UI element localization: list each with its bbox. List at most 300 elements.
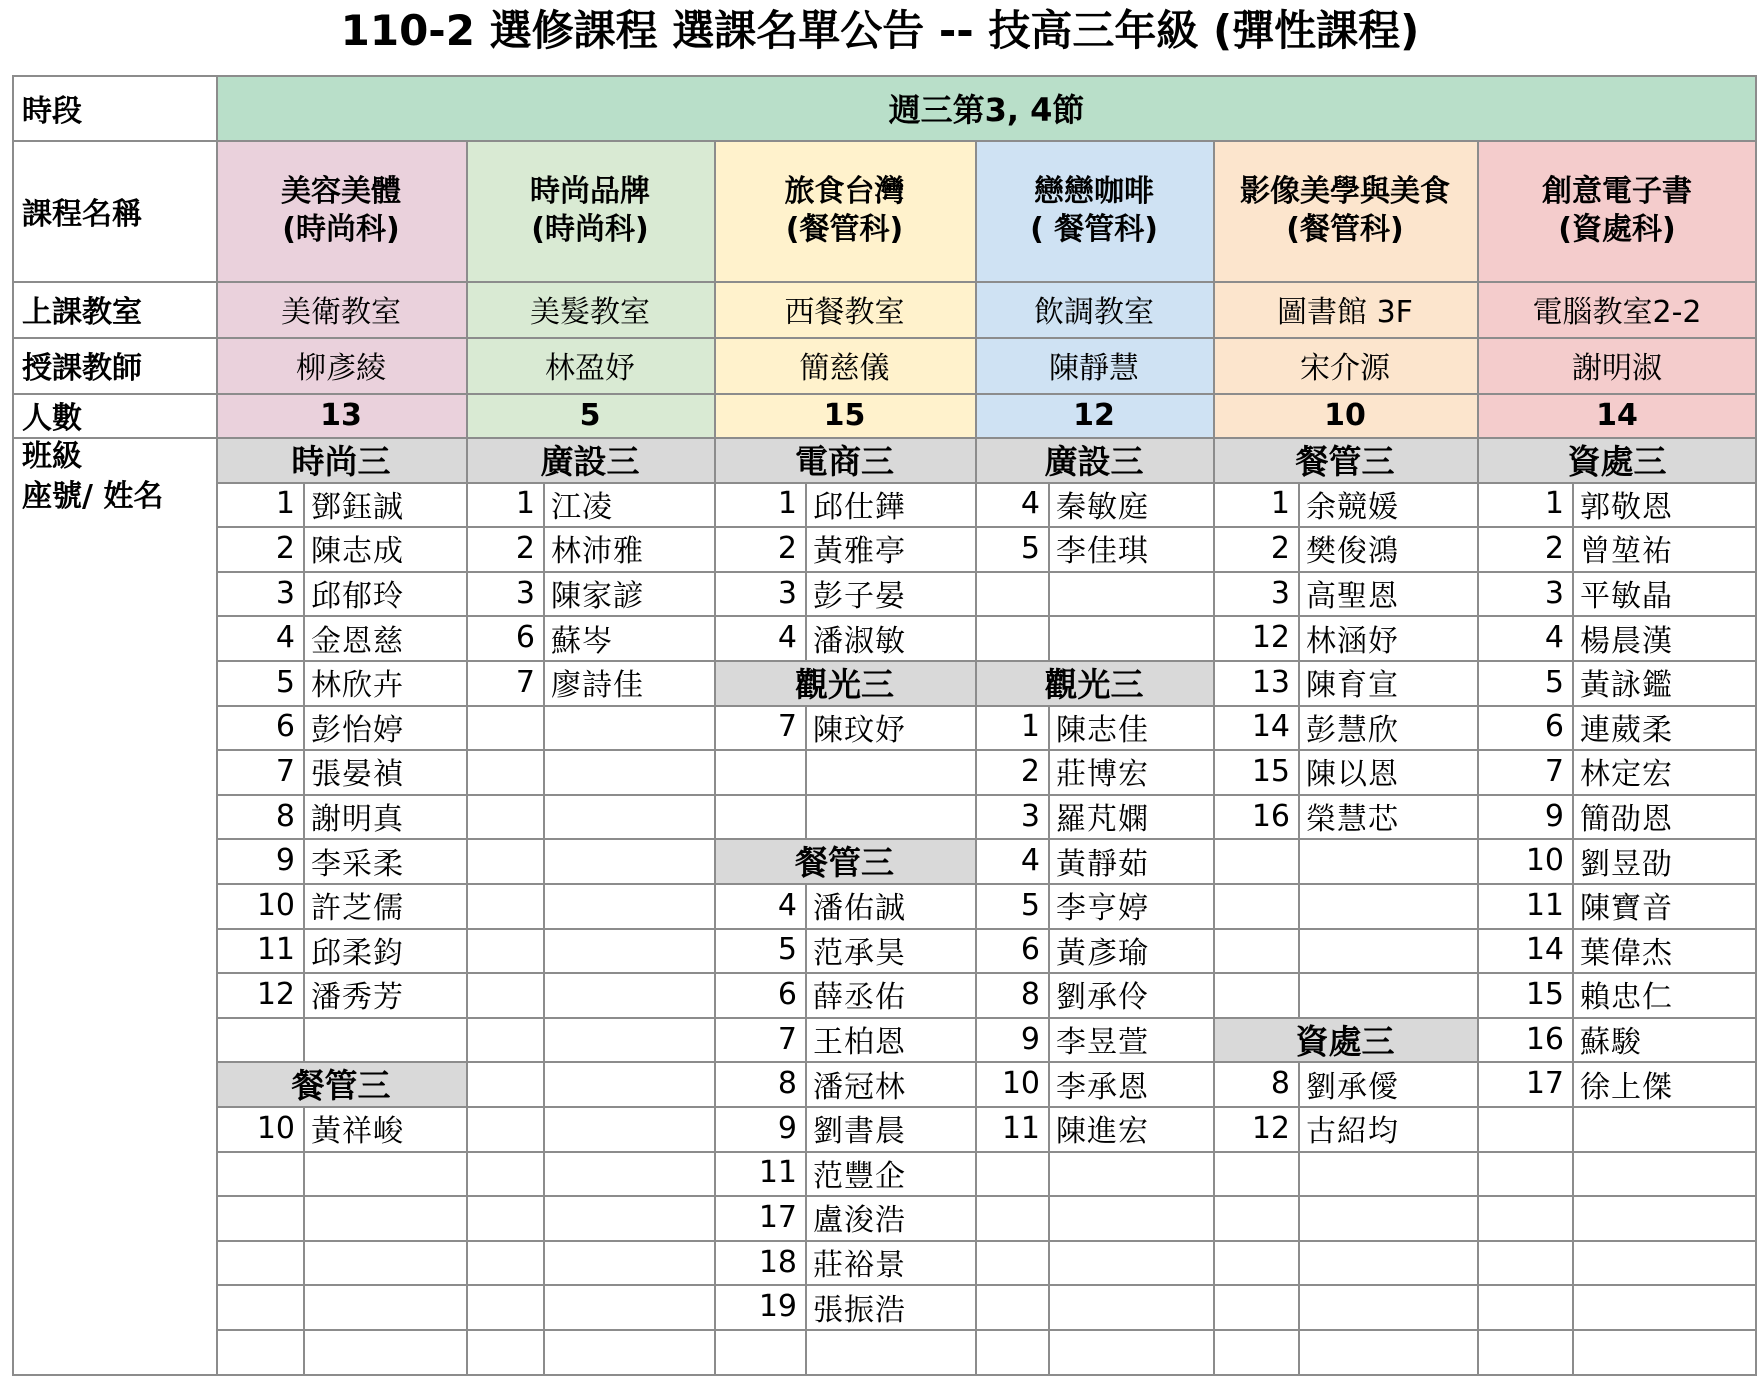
grid-line <box>303 1240 305 1285</box>
student-name: 陳志佳 <box>1056 712 1149 748</box>
grid-line <box>805 526 807 571</box>
student-name: 莊裕景 <box>813 1248 906 1284</box>
student-name: 潘淑敏 <box>813 623 906 659</box>
grid-line <box>12 337 1757 339</box>
student-name: 許芝儒 <box>311 891 404 927</box>
seat-number: 1 <box>1020 709 1040 745</box>
course-name: 影像美學與美食 <box>1240 173 1450 209</box>
course-teacher: 謝明淑 <box>1477 337 1757 393</box>
grid-line <box>303 794 305 839</box>
seat-number: 5 <box>275 664 295 700</box>
grid-line <box>805 794 807 839</box>
student-name: 黃雅亭 <box>813 534 906 570</box>
seat-number: 3 <box>1020 798 1040 834</box>
course-classroom: 圖書館 3F <box>1213 281 1477 337</box>
student-name: 樊俊鴻 <box>1306 534 1399 570</box>
grid-line <box>1298 1240 1300 1285</box>
grid-line <box>1572 1061 1574 1106</box>
student-name: 林定宏 <box>1580 757 1673 793</box>
class-group-header: 觀光三 <box>714 660 975 705</box>
grid-line <box>466 140 468 1376</box>
grid-line <box>543 1061 545 1106</box>
student-name: 徐上傑 <box>1580 1069 1673 1105</box>
seat-number: 5 <box>1020 887 1040 923</box>
grid-line <box>1572 571 1574 616</box>
grid-line <box>303 838 305 883</box>
seat-number: 2 <box>1270 530 1290 566</box>
class-group-header: 資處三 <box>1477 437 1757 482</box>
student-name: 高聖恩 <box>1306 579 1399 615</box>
seat-number: 7 <box>777 709 797 745</box>
seat-number: 7 <box>515 664 535 700</box>
course-student-count: 14 <box>1477 393 1757 437</box>
seat-number: 15 <box>1525 976 1564 1012</box>
class-group-header: 時尚三 <box>216 437 466 482</box>
course-student-count: 5 <box>466 393 714 437</box>
grid-line <box>303 1106 305 1151</box>
seat-number: 11 <box>758 1155 797 1191</box>
grid-line <box>1298 749 1300 794</box>
student-name: 劉書晨 <box>813 1114 906 1150</box>
seat-number: 9 <box>275 843 295 879</box>
grid-line <box>216 794 1757 796</box>
course-department: ( 餐管科) <box>1030 211 1158 247</box>
seat-number: 2 <box>1020 753 1040 789</box>
grid-line <box>216 883 1757 885</box>
student-name: 劉承伶 <box>1056 980 1149 1016</box>
grid-line <box>303 883 305 928</box>
student-name: 賴忠仁 <box>1580 980 1673 1016</box>
course-classroom: 飲調教室 <box>975 281 1213 337</box>
grid-line <box>805 1329 807 1374</box>
grid-line <box>303 615 305 660</box>
student-name: 黃彥瑜 <box>1056 935 1149 971</box>
grid-line <box>805 1195 807 1240</box>
student-name: 葉偉杰 <box>1580 935 1673 971</box>
student-name: 彭慧欣 <box>1306 712 1399 748</box>
grid-line <box>1572 615 1574 660</box>
grid-line <box>1298 482 1300 527</box>
student-name: 劉承僾 <box>1306 1069 1399 1105</box>
seat-number: 14 <box>1251 709 1290 745</box>
grid-line <box>805 705 807 750</box>
student-name: 林欣卉 <box>311 668 404 704</box>
seat-number: 1 <box>777 486 797 522</box>
course-classroom: 美髮教室 <box>466 281 714 337</box>
seat-number: 2 <box>515 530 535 566</box>
student-name: 金恩慈 <box>311 623 404 659</box>
grid-line <box>805 482 807 527</box>
student-name: 黃詠鑑 <box>1580 668 1673 704</box>
grid-line <box>216 1151 1757 1153</box>
course-classroom: 電腦教室2-2 <box>1477 281 1757 337</box>
seat-number: 19 <box>758 1289 797 1325</box>
student-name: 彭怡婷 <box>311 712 404 748</box>
grid-line <box>1048 705 1050 750</box>
seat-number: 17 <box>1525 1066 1564 1102</box>
grid-line <box>1048 615 1050 660</box>
grid-line <box>1298 615 1300 660</box>
course-teacher: 簡慈儀 <box>714 337 975 393</box>
grid-line <box>1048 1017 1050 1062</box>
seat-number: 7 <box>777 1021 797 1057</box>
seat-number: 17 <box>758 1199 797 1235</box>
grid-line <box>1298 571 1300 616</box>
grid-line <box>1572 928 1574 973</box>
course-department: (餐管科) <box>1286 211 1404 247</box>
grid-line <box>1048 1061 1050 1106</box>
grid-line <box>805 1284 807 1329</box>
student-name: 劉昱劭 <box>1580 846 1673 882</box>
grid-line <box>543 1106 545 1151</box>
student-name: 李亨婷 <box>1056 891 1149 927</box>
seat-number: 2 <box>1544 530 1564 566</box>
grid-line <box>543 660 545 705</box>
grid-line <box>1572 972 1574 1017</box>
grid-line <box>1298 1106 1300 1151</box>
grid-line <box>216 928 1757 930</box>
grid-line <box>543 928 545 973</box>
class-group-header: 廣設三 <box>975 437 1213 482</box>
student-name: 郭敬恩 <box>1580 489 1673 525</box>
student-name: 邱柔鈞 <box>311 935 404 971</box>
seat-number: 4 <box>1020 486 1040 522</box>
student-name: 簡劭恩 <box>1580 802 1673 838</box>
seat-number: 8 <box>1270 1066 1290 1102</box>
class-group-header: 電商三 <box>714 437 975 482</box>
course-name-cell <box>714 140 975 281</box>
grid-line <box>543 526 545 571</box>
grid-line <box>543 883 545 928</box>
course-student-count: 13 <box>216 393 466 437</box>
student-name: 廖詩佳 <box>551 668 644 704</box>
grid-line <box>543 1240 545 1285</box>
student-name: 陳進宏 <box>1056 1114 1149 1150</box>
course-classroom: 西餐教室 <box>714 281 975 337</box>
grid-line <box>303 1017 305 1062</box>
seat-number: 6 <box>1544 709 1564 745</box>
grid-line <box>1048 1106 1050 1151</box>
seat-number: 4 <box>275 620 295 656</box>
label-period: 時段 <box>22 93 82 129</box>
grid-line <box>805 1061 807 1106</box>
seat-number: 4 <box>1020 843 1040 879</box>
seat-number: 3 <box>275 575 295 611</box>
seat-number: 12 <box>1251 620 1290 656</box>
page-title: 110-2 選修課程 選課名單公告 -- 技高三年級 (彈性課程) <box>340 6 1420 55</box>
grid-line <box>1048 1195 1050 1240</box>
student-name: 陳志成 <box>311 534 404 570</box>
grid-line <box>216 1329 1757 1331</box>
student-name: 李昱萱 <box>1056 1025 1149 1061</box>
seat-number: 5 <box>1020 530 1040 566</box>
student-name: 黃靜茹 <box>1056 846 1149 882</box>
grid-line <box>303 660 305 705</box>
course-department: (餐管科) <box>785 211 904 247</box>
grid-line <box>1298 794 1300 839</box>
grid-line <box>303 705 305 750</box>
seat-number: 9 <box>1020 1021 1040 1057</box>
grid-line <box>12 437 1757 439</box>
course-name: 旅食台灣 <box>784 173 905 209</box>
grid-line <box>303 928 305 973</box>
grid-line <box>303 571 305 616</box>
grid-line <box>1298 1151 1300 1196</box>
student-name: 平敏晶 <box>1580 579 1673 615</box>
grid-line <box>1755 75 1757 1376</box>
period-value: 週三第3, 4節 <box>216 75 1757 140</box>
grid-line <box>543 794 545 839</box>
grid-line <box>216 1061 1757 1063</box>
student-name: 連葳柔 <box>1580 712 1673 748</box>
grid-line <box>805 928 807 973</box>
seat-number: 6 <box>515 620 535 656</box>
grid-line <box>1572 794 1574 839</box>
student-name: 潘佑誠 <box>813 891 906 927</box>
student-name: 林涵妤 <box>1306 623 1399 659</box>
student-name: 李承恩 <box>1056 1069 1149 1105</box>
grid-line <box>216 838 1757 840</box>
grid-line <box>1298 883 1300 928</box>
grid-line <box>303 749 305 794</box>
grid-line <box>303 526 305 571</box>
grid-line <box>1298 1284 1300 1329</box>
student-name: 李采柔 <box>311 846 404 882</box>
course-teacher: 陳靜慧 <box>975 337 1213 393</box>
grid-line <box>1298 705 1300 750</box>
grid-line <box>303 1284 305 1329</box>
seat-number: 18 <box>758 1244 797 1280</box>
seat-number: 5 <box>777 932 797 968</box>
grid-line <box>1572 838 1574 883</box>
grid-line <box>1572 660 1574 705</box>
grid-line <box>1298 1329 1300 1374</box>
course-department: (資處科) <box>1558 211 1676 247</box>
student-name: 莊博宏 <box>1056 757 1149 793</box>
grid-line <box>1048 883 1050 928</box>
grid-line <box>714 140 716 1376</box>
seat-number: 7 <box>1544 753 1564 789</box>
grid-line <box>805 1017 807 1062</box>
grid-line <box>1572 1195 1574 1240</box>
class-group-header: 觀光三 <box>975 660 1213 705</box>
seat-number: 8 <box>777 1066 797 1102</box>
grid-line <box>1572 705 1574 750</box>
grid-line <box>1572 1151 1574 1196</box>
grid-line <box>216 1017 1757 1019</box>
course-name: 美容美體 <box>281 173 401 209</box>
grid-line <box>216 615 1757 617</box>
student-name: 陳育宣 <box>1306 668 1399 704</box>
label-students <box>12 437 216 1376</box>
seat-number: 3 <box>1544 575 1564 611</box>
grid-line <box>805 972 807 1017</box>
seat-number: 12 <box>256 976 295 1012</box>
label-teacher: 授課教師 <box>22 351 142 386</box>
course-name-cell <box>1213 140 1477 281</box>
grid-line <box>1572 482 1574 527</box>
grid-line <box>1048 526 1050 571</box>
label-students-seat-name: 座號/ 姓名 <box>22 479 164 514</box>
course-department: (時尚科) <box>282 211 400 247</box>
grid-line <box>12 281 1757 283</box>
grid-line <box>805 615 807 660</box>
grid-line <box>543 972 545 1017</box>
label-classroom: 上課教室 <box>22 295 142 330</box>
course-name: 戀戀咖啡 <box>1034 173 1154 209</box>
seat-number: 15 <box>1251 753 1290 789</box>
grid-line <box>216 1284 1757 1286</box>
seat-number: 10 <box>1001 1066 1040 1102</box>
grid-line <box>543 571 545 616</box>
student-name: 曾堃祐 <box>1580 534 1673 570</box>
student-name: 古紹均 <box>1306 1114 1399 1150</box>
grid-line <box>1572 526 1574 571</box>
seat-number: 16 <box>1525 1021 1564 1057</box>
grid-line <box>805 883 807 928</box>
student-name: 余競媛 <box>1306 489 1399 525</box>
grid-line <box>1572 749 1574 794</box>
student-name: 謝明真 <box>311 802 404 838</box>
grid-line <box>1048 1240 1050 1285</box>
seat-number: 4 <box>777 887 797 923</box>
grid-line <box>543 1017 545 1062</box>
grid-line <box>1048 482 1050 527</box>
student-name: 邱仕鏵 <box>813 489 906 525</box>
seat-number: 4 <box>777 620 797 656</box>
seat-number: 2 <box>275 530 295 566</box>
grid-line <box>1572 883 1574 928</box>
student-name: 陳玟妤 <box>813 712 906 748</box>
grid-line <box>1298 928 1300 973</box>
seat-number: 9 <box>1544 798 1564 834</box>
seat-number: 10 <box>1525 843 1564 879</box>
grid-line <box>543 1195 545 1240</box>
seat-number: 10 <box>256 1110 295 1146</box>
student-name: 陳家諺 <box>551 579 644 615</box>
grid-line <box>216 526 1757 528</box>
grid-line <box>216 660 1757 662</box>
seat-number: 1 <box>275 486 295 522</box>
student-name: 范豐企 <box>813 1158 906 1194</box>
grid-line <box>216 705 1757 707</box>
course-teacher: 柳彥綾 <box>216 337 466 393</box>
seat-number: 14 <box>1525 932 1564 968</box>
grid-line <box>1298 1195 1300 1240</box>
seat-number: 16 <box>1251 798 1290 834</box>
student-name: 陳寶音 <box>1580 891 1673 927</box>
seat-number: 12 <box>1251 1110 1290 1146</box>
grid-line <box>543 482 545 527</box>
seat-number: 1 <box>1270 486 1290 522</box>
grid-line <box>1048 749 1050 794</box>
grid-line <box>543 1151 545 1196</box>
grid-line <box>543 1284 545 1329</box>
grid-line <box>1048 838 1050 883</box>
student-name: 張晏禎 <box>311 757 404 793</box>
grid-line <box>805 1151 807 1196</box>
student-name: 陳以恩 <box>1306 757 1399 793</box>
seat-number: 10 <box>256 887 295 923</box>
grid-line <box>216 749 1757 751</box>
grid-line <box>543 749 545 794</box>
seat-number: 8 <box>275 798 295 834</box>
class-group-header: 餐管三 <box>216 1061 466 1106</box>
seat-number: 3 <box>1270 575 1290 611</box>
grid-line <box>1048 794 1050 839</box>
student-name: 潘冠林 <box>813 1069 906 1105</box>
grid-line <box>216 75 218 1376</box>
seat-number: 4 <box>1544 620 1564 656</box>
grid-line <box>216 1195 1757 1197</box>
grid-line <box>1572 1240 1574 1285</box>
grid-line <box>805 571 807 616</box>
course-name: 創意電子書 <box>1542 173 1692 209</box>
course-name: 時尚品牌 <box>530 173 650 209</box>
grid-line <box>975 140 977 1376</box>
grid-line <box>1572 1284 1574 1329</box>
student-name: 李佳琪 <box>1056 534 1149 570</box>
label-count: 人數 <box>22 401 82 436</box>
student-name: 林沛雅 <box>551 534 644 570</box>
grid-line <box>1048 1151 1050 1196</box>
seat-number: 3 <box>515 575 535 611</box>
grid-line <box>1298 838 1300 883</box>
class-group-header: 廣設三 <box>466 437 714 482</box>
grid-line <box>12 75 1757 77</box>
student-name: 秦敏庭 <box>1056 489 1149 525</box>
class-group-header: 餐管三 <box>1213 437 1477 482</box>
grid-line <box>1572 1017 1574 1062</box>
course-name-cell <box>216 140 466 281</box>
grid-line <box>216 571 1757 573</box>
seat-number: 9 <box>777 1110 797 1146</box>
student-name: 盧浚浩 <box>813 1203 906 1239</box>
grid-line <box>303 482 305 527</box>
student-name: 蘇岑 <box>551 623 613 659</box>
grid-line <box>543 615 545 660</box>
student-name: 鄧鈺誠 <box>311 489 404 525</box>
grid-line <box>1298 972 1300 1017</box>
seat-number: 11 <box>1525 887 1564 923</box>
seat-number: 2 <box>777 530 797 566</box>
student-name: 薛丞佑 <box>813 980 906 1016</box>
grid-line <box>303 1151 305 1196</box>
grid-line <box>1298 660 1300 705</box>
student-name: 江凌 <box>551 489 613 525</box>
seat-number: 1 <box>515 486 535 522</box>
seat-number: 6 <box>1020 932 1040 968</box>
grid-line <box>543 838 545 883</box>
grid-line <box>1048 1284 1050 1329</box>
student-name: 王柏恩 <box>813 1025 906 1061</box>
grid-line <box>1572 1329 1574 1374</box>
grid-line <box>1298 1061 1300 1106</box>
seat-number: 7 <box>275 753 295 789</box>
grid-line <box>303 972 305 1017</box>
student-name: 蘇駿 <box>1580 1025 1642 1061</box>
grid-line <box>805 749 807 794</box>
grid-line <box>216 482 1757 484</box>
label-students-class: 班級 <box>22 439 82 474</box>
grid-line <box>1048 1329 1050 1374</box>
grid-line <box>543 1329 545 1374</box>
seat-number: 8 <box>1020 976 1040 1012</box>
seat-number: 11 <box>256 932 295 968</box>
student-name: 羅芃嫻 <box>1056 802 1149 838</box>
student-name: 榮慧芯 <box>1306 802 1399 838</box>
grid-line <box>805 1240 807 1285</box>
